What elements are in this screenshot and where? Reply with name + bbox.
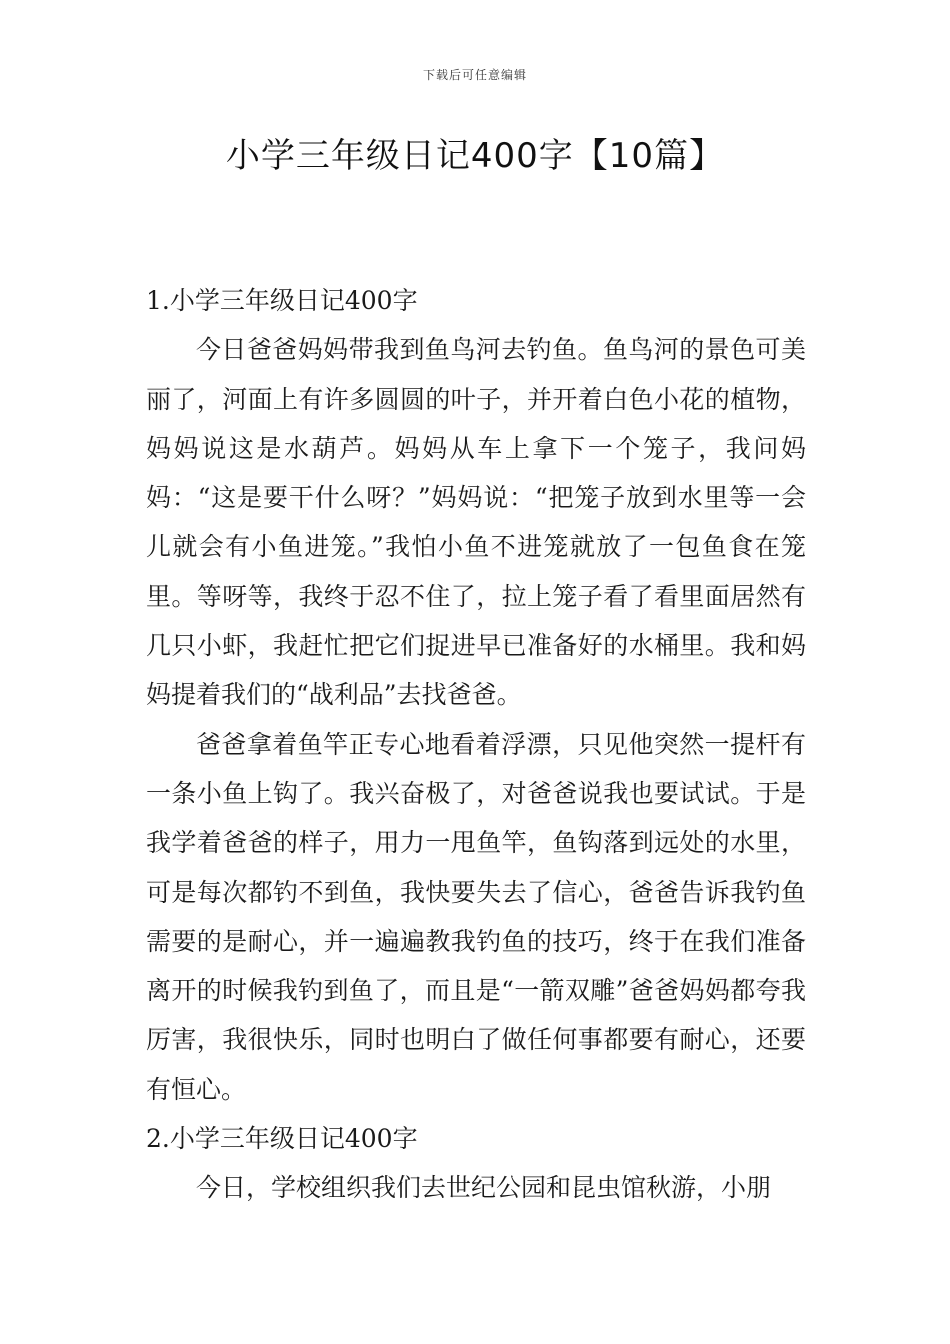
header-note: 下载后可任意编辑	[422, 68, 527, 82]
document-title: 小学三年级日记400字【10篇】	[225, 136, 725, 176]
section-heading-1: 1.小学三年级日记400字	[146, 286, 418, 315]
section-heading-2: 2.小学三年级日记400字	[146, 1124, 418, 1154]
document-body	[146, 276, 806, 1213]
paragraph-2-1: 今日，学校组织我们去世纪公园和昆虫馆秋游，小朋	[196, 1173, 772, 1203]
paragraph-1-2: 爸爸拿着鱼竿正专心地看着浮漂，只见他突然一提杆有一条小鱼上钩了。我兴奋极了，对爸爸说我也要试试。于是我学着爸爸的样子，用力一甩鱼竿，鱼钩落到远处的水里，可是每次都钓不到鱼，我快要失去了信心，爸爸告诉我钓鱼需要的是耐心，并一遍遍教我钓鱼的技巧，终于在我们准备离开的时候我钓到鱼了，而且是“一箭双雕”爸爸妈妈都夸我厉害，我很快乐，同时也明白了做任何事都要有耐心，还要有恒心。	[146, 729, 806, 1104]
paragraph-1-1: 今日爸爸妈妈带我到鱼鸟河去钓鱼。鱼鸟河的景色可美丽了，河面上有许多圆圆的叶子，并开着白色小花的植物，妈妈说这是水葫芦。妈妈从车上拿下一个笼子，我问妈妈：“这是要干什么呀？”妈妈说：“把笼子放到水里等一会儿就会有小鱼进笼。”我怕小鱼不进笼就放了一包鱼食在笼里。等呀等，我终于忍不住了，拉上笼子看了看里面居然有几只小虾，我赶忙把它们捉进早已准备好的水桶里。我和妈妈提着我们的“战利品”去找爸爸。	[146, 335, 806, 710]
